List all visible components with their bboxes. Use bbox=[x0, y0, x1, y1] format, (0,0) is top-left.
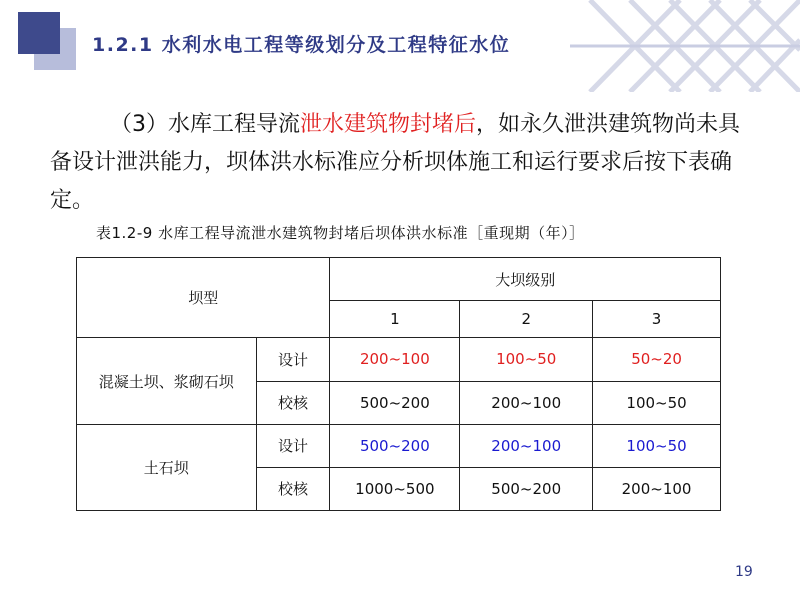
page-number: 19 bbox=[735, 564, 753, 580]
header-grade-1: 1 bbox=[330, 301, 460, 338]
paragraph-highlight: 泄水建筑物封堵后 bbox=[300, 112, 477, 137]
table-cell: 200~100 bbox=[593, 467, 721, 510]
header-grade-3: 3 bbox=[593, 301, 721, 338]
row-label-design: 设计 bbox=[256, 424, 330, 467]
paragraph-text-suffix: ，如永久泄洪建筑物尚未具备设计泄洪能力，坝体洪水标准应分析坝体施工和运行要求后按下表确定。 bbox=[50, 112, 741, 213]
paragraph-text-prefix: （3）水库工程导流 bbox=[110, 112, 300, 137]
table-row bbox=[77, 424, 721, 467]
table-cell: 100~50 bbox=[593, 381, 721, 424]
table-cell: 500~200 bbox=[330, 381, 460, 424]
table-cell: 500~200 bbox=[330, 424, 460, 467]
dam-type-earth-rock: 土石坝 bbox=[77, 424, 257, 510]
table-cell: 200~100 bbox=[460, 424, 593, 467]
header-dam-type: 坝型 bbox=[77, 258, 330, 338]
row-label-check: 校核 bbox=[256, 467, 330, 510]
table-cell: 100~50 bbox=[460, 338, 593, 381]
slide-title: 1.2.1 水利水电工程等级划分及工程特征水位 bbox=[92, 34, 511, 56]
table-cell: 200~100 bbox=[460, 381, 593, 424]
table-cell: 100~50 bbox=[593, 424, 721, 467]
row-label-check: 校核 bbox=[256, 381, 330, 424]
row-label-design: 设计 bbox=[256, 338, 330, 381]
body-paragraph bbox=[50, 106, 760, 220]
table-caption: 表1.2-9 水库工程导流泄水建筑物封堵后坝体洪水标准［重现期（年）］ bbox=[96, 224, 585, 242]
table-header-row bbox=[77, 258, 721, 301]
table-cell: 500~200 bbox=[460, 467, 593, 510]
decorative-lattice-graphic bbox=[570, 0, 800, 92]
table-row bbox=[77, 338, 721, 381]
dam-type-concrete: 混凝土坝、浆砌石坝 bbox=[77, 338, 257, 424]
table-cell: 1000~500 bbox=[330, 467, 460, 510]
header-dam-grade: 大坝级别 bbox=[330, 258, 721, 301]
decorative-square-dark bbox=[18, 12, 60, 54]
table-cell: 200~100 bbox=[330, 338, 460, 381]
table-cell: 50~20 bbox=[593, 338, 721, 381]
flood-standard-table bbox=[76, 257, 721, 511]
header-grade-2: 2 bbox=[460, 301, 593, 338]
